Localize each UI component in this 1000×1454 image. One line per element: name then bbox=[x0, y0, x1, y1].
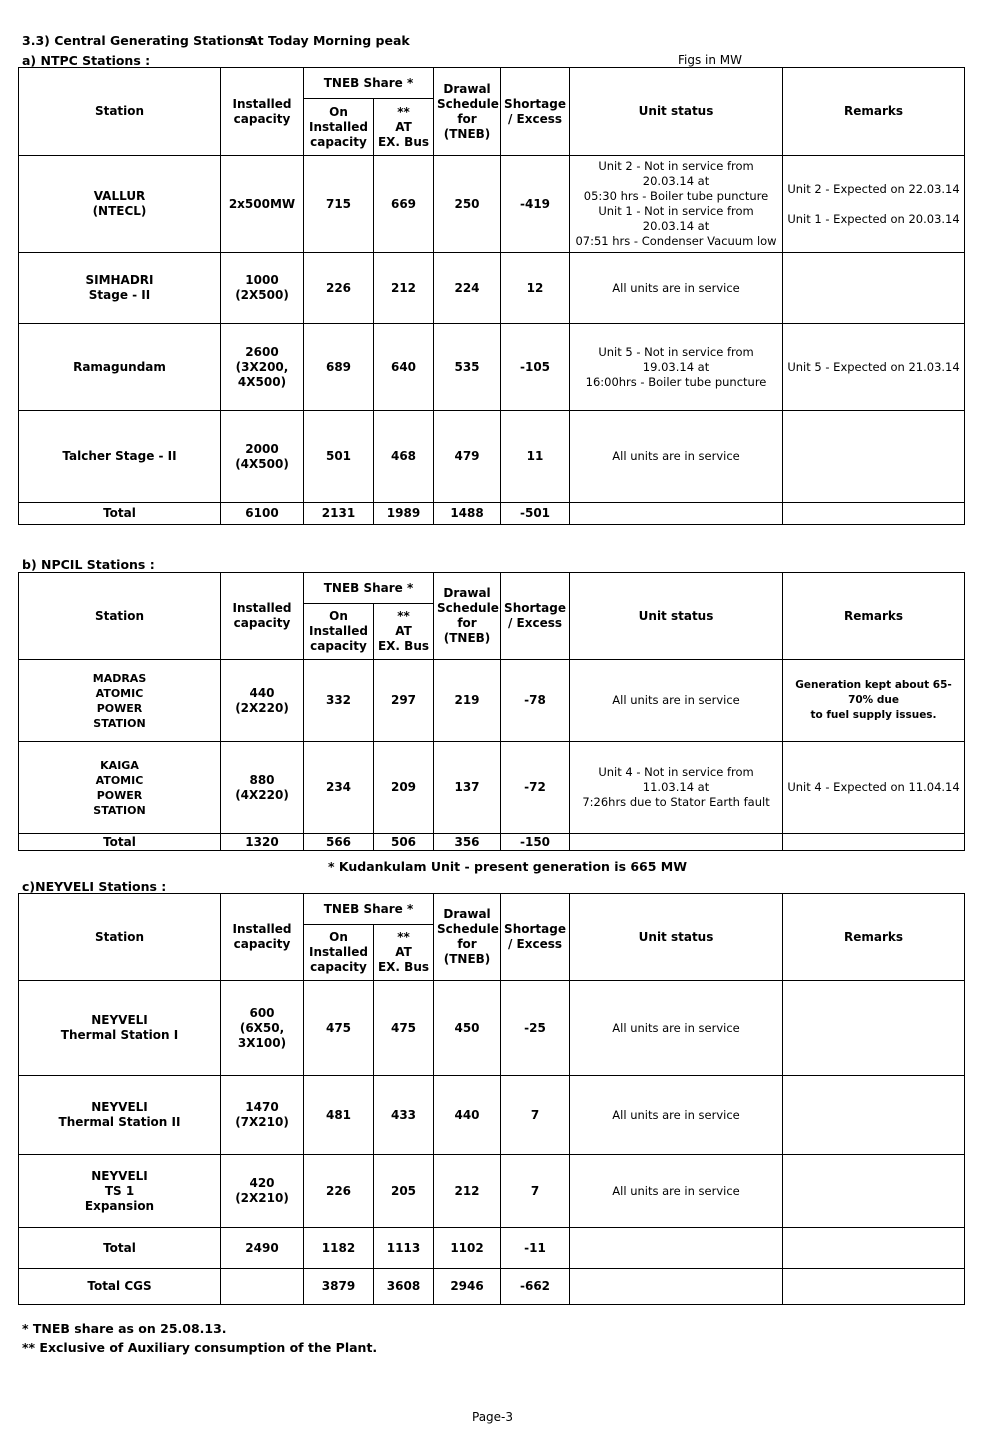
station-name: Talcher Stage - II bbox=[19, 411, 221, 503]
header-station: Station bbox=[19, 68, 221, 156]
remarks bbox=[783, 253, 965, 324]
total-on-installed: 2131 bbox=[304, 503, 374, 525]
header-tneb-share: TNEB Share * bbox=[304, 894, 434, 925]
unit-status: Unit 4 - Not in service from 11.03.14 at 7:26hrs due to Stator Earth fault bbox=[570, 742, 783, 834]
shortage-value: -78 bbox=[501, 660, 570, 742]
table-row bbox=[19, 742, 965, 834]
total-on-installed: 566 bbox=[304, 834, 374, 851]
table-row bbox=[19, 1155, 965, 1228]
total-label: Total bbox=[19, 1228, 221, 1269]
on-installed-value: 715 bbox=[304, 156, 374, 253]
header-shortage-excess: Shortage / Excess bbox=[501, 68, 570, 156]
total-shortage: -11 bbox=[501, 1228, 570, 1269]
header-shortage-excess: Shortage / Excess bbox=[501, 894, 570, 981]
header-unit-status: Unit status bbox=[570, 68, 783, 156]
total-remarks-empty bbox=[783, 1228, 965, 1269]
shortage-value: -72 bbox=[501, 742, 570, 834]
header-remarks: Remarks bbox=[783, 573, 965, 660]
drawal-value: 450 bbox=[434, 981, 501, 1076]
installed-capacity: 2x500MW bbox=[221, 156, 304, 253]
header-remarks: Remarks bbox=[783, 894, 965, 981]
total-capacity: 6100 bbox=[221, 503, 304, 525]
unit-status: All units are in service bbox=[570, 253, 783, 324]
npcil-title: b) NPCIL Stations : bbox=[22, 557, 155, 572]
station-name: SIMHADRI Stage - II bbox=[19, 253, 221, 324]
installed-capacity: 2600 (3X200, 4X500) bbox=[221, 324, 304, 411]
drawal-value: 535 bbox=[434, 324, 501, 411]
ntpc-table bbox=[18, 67, 965, 525]
neyveli-title: c)NEYVELI Stations : bbox=[22, 879, 167, 894]
total-shortage: -150 bbox=[501, 834, 570, 851]
station-name: MADRAS ATOMIC POWER STATION bbox=[19, 660, 221, 742]
remarks: Generation kept about 65-70% due to fuel supply issues. bbox=[783, 660, 965, 742]
table-row bbox=[19, 324, 965, 411]
total-row bbox=[19, 1228, 965, 1269]
total-drawal: 356 bbox=[434, 834, 501, 851]
header-unit-status: Unit status bbox=[570, 894, 783, 981]
station-name: VALLUR (NTECL) bbox=[19, 156, 221, 253]
table-row bbox=[19, 1076, 965, 1155]
on-installed-value: 481 bbox=[304, 1076, 374, 1155]
ntpc-title: a) NTPC Stations : bbox=[22, 53, 151, 68]
header-station: Station bbox=[19, 894, 221, 981]
drawal-value: 224 bbox=[434, 253, 501, 324]
header-installed-capacity: Installed capacity bbox=[221, 894, 304, 981]
total-at-ex-bus: 506 bbox=[374, 834, 434, 851]
remarks bbox=[783, 411, 965, 503]
shortage-value: -105 bbox=[501, 324, 570, 411]
at-ex-bus-value: 468 bbox=[374, 411, 434, 503]
total-label: Total bbox=[19, 834, 221, 851]
total-at-ex-bus: 1989 bbox=[374, 503, 434, 525]
remarks bbox=[783, 1155, 965, 1228]
total-drawal: 1102 bbox=[434, 1228, 501, 1269]
total-cgs-drawal: 2946 bbox=[434, 1269, 501, 1305]
installed-capacity: 600 (6X50, 3X100) bbox=[221, 981, 304, 1076]
total-cgs-shortage: -662 bbox=[501, 1269, 570, 1305]
total-cgs-at-ex-bus: 3608 bbox=[374, 1269, 434, 1305]
station-name: NEYVELI TS 1 Expansion bbox=[19, 1155, 221, 1228]
on-installed-value: 226 bbox=[304, 1155, 374, 1228]
installed-capacity: 420 (2X210) bbox=[221, 1155, 304, 1228]
total-capacity: 1320 bbox=[221, 834, 304, 851]
total-drawal: 1488 bbox=[434, 503, 501, 525]
unit-status: All units are in service bbox=[570, 1155, 783, 1228]
station-name: Ramagundam bbox=[19, 324, 221, 411]
at-ex-bus-value: 433 bbox=[374, 1076, 434, 1155]
total-row bbox=[19, 834, 965, 851]
total-status-empty bbox=[570, 503, 783, 525]
remarks bbox=[783, 1076, 965, 1155]
header-on-installed: On Installed capacity bbox=[304, 925, 374, 981]
station-name: KAIGA ATOMIC POWER STATION bbox=[19, 742, 221, 834]
npcil-table bbox=[18, 572, 965, 851]
total-remarks-empty bbox=[783, 834, 965, 851]
remarks: Unit 5 - Expected on 21.03.14 bbox=[783, 324, 965, 411]
unit-status: All units are in service bbox=[570, 1076, 783, 1155]
on-installed-value: 226 bbox=[304, 253, 374, 324]
shortage-value: 7 bbox=[501, 1155, 570, 1228]
table-row bbox=[19, 981, 965, 1076]
header-installed-capacity: Installed capacity bbox=[221, 68, 304, 156]
installed-capacity: 1470 (7X210) bbox=[221, 1076, 304, 1155]
table-row bbox=[19, 253, 965, 324]
section-subtitle: At Today Morning peak bbox=[248, 33, 410, 48]
drawal-value: 137 bbox=[434, 742, 501, 834]
total-label: Total bbox=[19, 503, 221, 525]
total-cgs-row bbox=[19, 1269, 965, 1305]
shortage-value: 7 bbox=[501, 1076, 570, 1155]
total-cgs-capacity bbox=[221, 1269, 304, 1305]
on-installed-value: 332 bbox=[304, 660, 374, 742]
header-on-installed: On Installed capacity bbox=[304, 604, 374, 660]
header-remarks: Remarks bbox=[783, 68, 965, 156]
table-row bbox=[19, 411, 965, 503]
page-number: Page-3 bbox=[472, 1410, 514, 1424]
at-ex-bus-value: 212 bbox=[374, 253, 434, 324]
header-tneb-share: TNEB Share * bbox=[304, 68, 434, 99]
drawal-value: 440 bbox=[434, 1076, 501, 1155]
installed-capacity: 2000 (4X500) bbox=[221, 411, 304, 503]
header-tneb-share: TNEB Share * bbox=[304, 573, 434, 604]
remarks: Unit 4 - Expected on 11.04.14 bbox=[783, 742, 965, 834]
header-drawal-schedule: Drawal Schedule for (TNEB) bbox=[434, 894, 501, 981]
installed-capacity: 440 (2X220) bbox=[221, 660, 304, 742]
total-remarks-empty bbox=[783, 503, 965, 525]
unit-status: All units are in service bbox=[570, 660, 783, 742]
on-installed-value: 689 bbox=[304, 324, 374, 411]
neyveli-table bbox=[18, 893, 965, 1305]
total-on-installed: 1182 bbox=[304, 1228, 374, 1269]
drawal-value: 212 bbox=[434, 1155, 501, 1228]
header-installed-capacity: Installed capacity bbox=[221, 573, 304, 660]
at-ex-bus-value: 475 bbox=[374, 981, 434, 1076]
footnote-exclusive: ** Exclusive of Auxiliary consumption of the Plant. bbox=[22, 1340, 378, 1355]
total-cgs-remarks-empty bbox=[783, 1269, 965, 1305]
kudankulam-note: * Kudankulam Unit - present generation is 665 MW bbox=[328, 859, 688, 874]
total-capacity: 2490 bbox=[221, 1228, 304, 1269]
unit-status: All units are in service bbox=[570, 981, 783, 1076]
total-cgs-label: Total CGS bbox=[19, 1269, 221, 1305]
installed-capacity: 880 (4X220) bbox=[221, 742, 304, 834]
header-at-ex-bus: ** AT EX. Bus bbox=[374, 604, 434, 660]
at-ex-bus-value: 297 bbox=[374, 660, 434, 742]
station-name: NEYVELI Thermal Station II bbox=[19, 1076, 221, 1155]
shortage-value: -419 bbox=[501, 156, 570, 253]
header-station: Station bbox=[19, 573, 221, 660]
remarks: Unit 2 - Expected on 22.03.14 Unit 1 - Expected on 20.03.14 bbox=[783, 156, 965, 253]
installed-capacity: 1000 (2X500) bbox=[221, 253, 304, 324]
drawal-value: 219 bbox=[434, 660, 501, 742]
drawal-value: 479 bbox=[434, 411, 501, 503]
at-ex-bus-value: 669 bbox=[374, 156, 434, 253]
header-at-ex-bus: ** AT EX. Bus bbox=[374, 925, 434, 981]
at-ex-bus-value: 640 bbox=[374, 324, 434, 411]
figs-note: Figs in MW bbox=[678, 53, 743, 67]
at-ex-bus-value: 209 bbox=[374, 742, 434, 834]
total-at-ex-bus: 1113 bbox=[374, 1228, 434, 1269]
header-drawal-schedule: Drawal Schedule for (TNEB) bbox=[434, 573, 501, 660]
shortage-value: -25 bbox=[501, 981, 570, 1076]
unit-status: All units are in service bbox=[570, 411, 783, 503]
table-row bbox=[19, 156, 965, 253]
header-shortage-excess: Shortage / Excess bbox=[501, 573, 570, 660]
footnote-tneb-share: * TNEB share as on 25.08.13. bbox=[22, 1321, 227, 1336]
header-at-ex-bus: ** AT EX. Bus bbox=[374, 99, 434, 156]
header-unit-status: Unit status bbox=[570, 573, 783, 660]
drawal-value: 250 bbox=[434, 156, 501, 253]
total-row bbox=[19, 503, 965, 525]
header-on-installed: On Installed capacity bbox=[304, 99, 374, 156]
total-shortage: -501 bbox=[501, 503, 570, 525]
unit-status: Unit 5 - Not in service from 19.03.14 at 16:00hrs - Boiler tube puncture bbox=[570, 324, 783, 411]
section-title: 3.3) Central Generating Stations: bbox=[22, 33, 257, 48]
unit-status: Unit 2 - Not in service from 20.03.14 at 05:30 hrs - Boiler tube puncture Unit 1 - Not in service from 20.03.14 at 07:51 hrs - Condenser Vacuum low bbox=[570, 156, 783, 253]
on-installed-value: 234 bbox=[304, 742, 374, 834]
on-installed-value: 475 bbox=[304, 981, 374, 1076]
total-status-empty bbox=[570, 834, 783, 851]
at-ex-bus-value: 205 bbox=[374, 1155, 434, 1228]
table-row bbox=[19, 660, 965, 742]
shortage-value: 12 bbox=[501, 253, 570, 324]
shortage-value: 11 bbox=[501, 411, 570, 503]
total-cgs-status-empty bbox=[570, 1269, 783, 1305]
total-cgs-on-installed: 3879 bbox=[304, 1269, 374, 1305]
station-name: NEYVELI Thermal Station I bbox=[19, 981, 221, 1076]
on-installed-value: 501 bbox=[304, 411, 374, 503]
header-drawal-schedule: Drawal Schedule for (TNEB) bbox=[434, 68, 501, 156]
remarks bbox=[783, 981, 965, 1076]
total-status-empty bbox=[570, 1228, 783, 1269]
